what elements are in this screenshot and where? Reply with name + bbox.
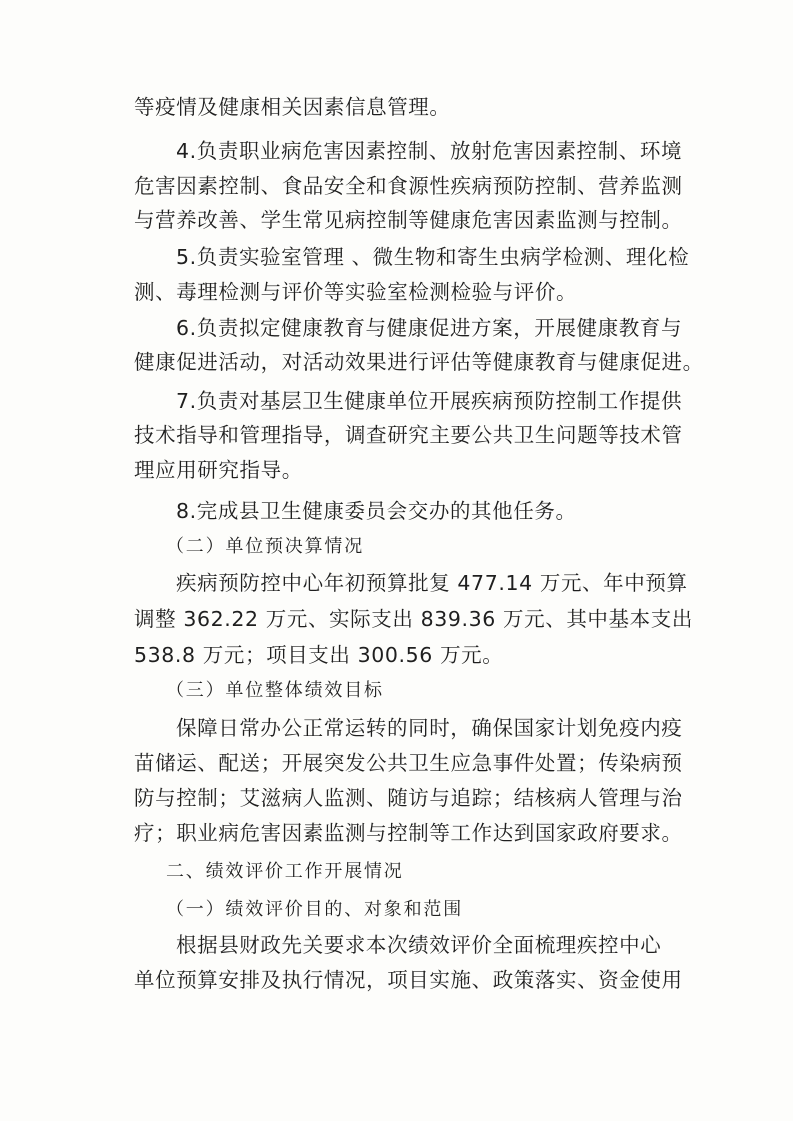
body-line: 5.负责实验室管理 、微生物和寄生虫病学检测、理化检	[176, 245, 690, 269]
body-line: 调整 362.22 万元、实际支出 839.36 万元、其中基本支出	[134, 607, 693, 631]
body-line: 等疫情及健康相关因素信息管理。	[134, 95, 451, 119]
body-line: 疗；职业病危害因素监测与控制等工作达到国家政府要求。	[134, 821, 683, 845]
section-heading: （一）绩效评价目的、对象和范围	[166, 899, 463, 920]
section-heading: （三）单位整体绩效目标	[166, 680, 384, 701]
body-line: 根据县财政先关要求本次绩效评价全面梳理疾控中心	[176, 933, 662, 957]
body-line: 6.负责拟定健康教育与健康促进方案，开展健康教育与	[176, 316, 683, 340]
body-line: 技术指导和管理指导，调查研究主要公共卫生问题等技术管	[134, 423, 683, 447]
body-line: 危害因素控制、食品安全和食源性疾病预防控制、营养监测	[134, 174, 683, 198]
body-line: 538.8 万元；项目支出 300.56 万元。	[134, 643, 504, 667]
body-line: 健康促进活动，对活动效果进行评估等健康教育与健康促进。	[134, 350, 704, 374]
body-line: 测、毒理检测与评价等实验室检测检验与评价。	[134, 280, 578, 304]
body-line: 7.负责对基层卫生健康单位开展疾病预防控制工作提供	[176, 389, 683, 413]
body-line: 与营养改善、学生常见病控制等健康危害因素监测与控制。	[134, 208, 683, 232]
section-heading: （二）单位预决算情况	[166, 536, 364, 557]
body-line: 理应用研究指导。	[134, 458, 303, 482]
body-line: 防与控制；艾滋病人监测、随访与追踪；结核病人管理与治	[134, 786, 683, 810]
body-line: 4.负责职业病危害因素控制、放射危害因素控制、环境	[176, 139, 683, 163]
body-line: 单位预算安排及执行情况，项目实施、政策落实、资金使用	[134, 968, 683, 992]
body-line: 保障日常办公正常运转的同时，确保国家计划免疫内疫	[176, 716, 683, 740]
chapter-heading: 二、绩效评价工作开展情况	[166, 861, 404, 882]
body-line: 8.完成县卫生健康委员会交办的其他任务。	[176, 499, 577, 523]
body-line: 疾病预防控中心年初预算批复 477.14 万元、年中预算	[176, 571, 688, 595]
body-line: 苗储运、配送；开展突发公共卫生应急事件处置；传染病预	[134, 751, 683, 775]
